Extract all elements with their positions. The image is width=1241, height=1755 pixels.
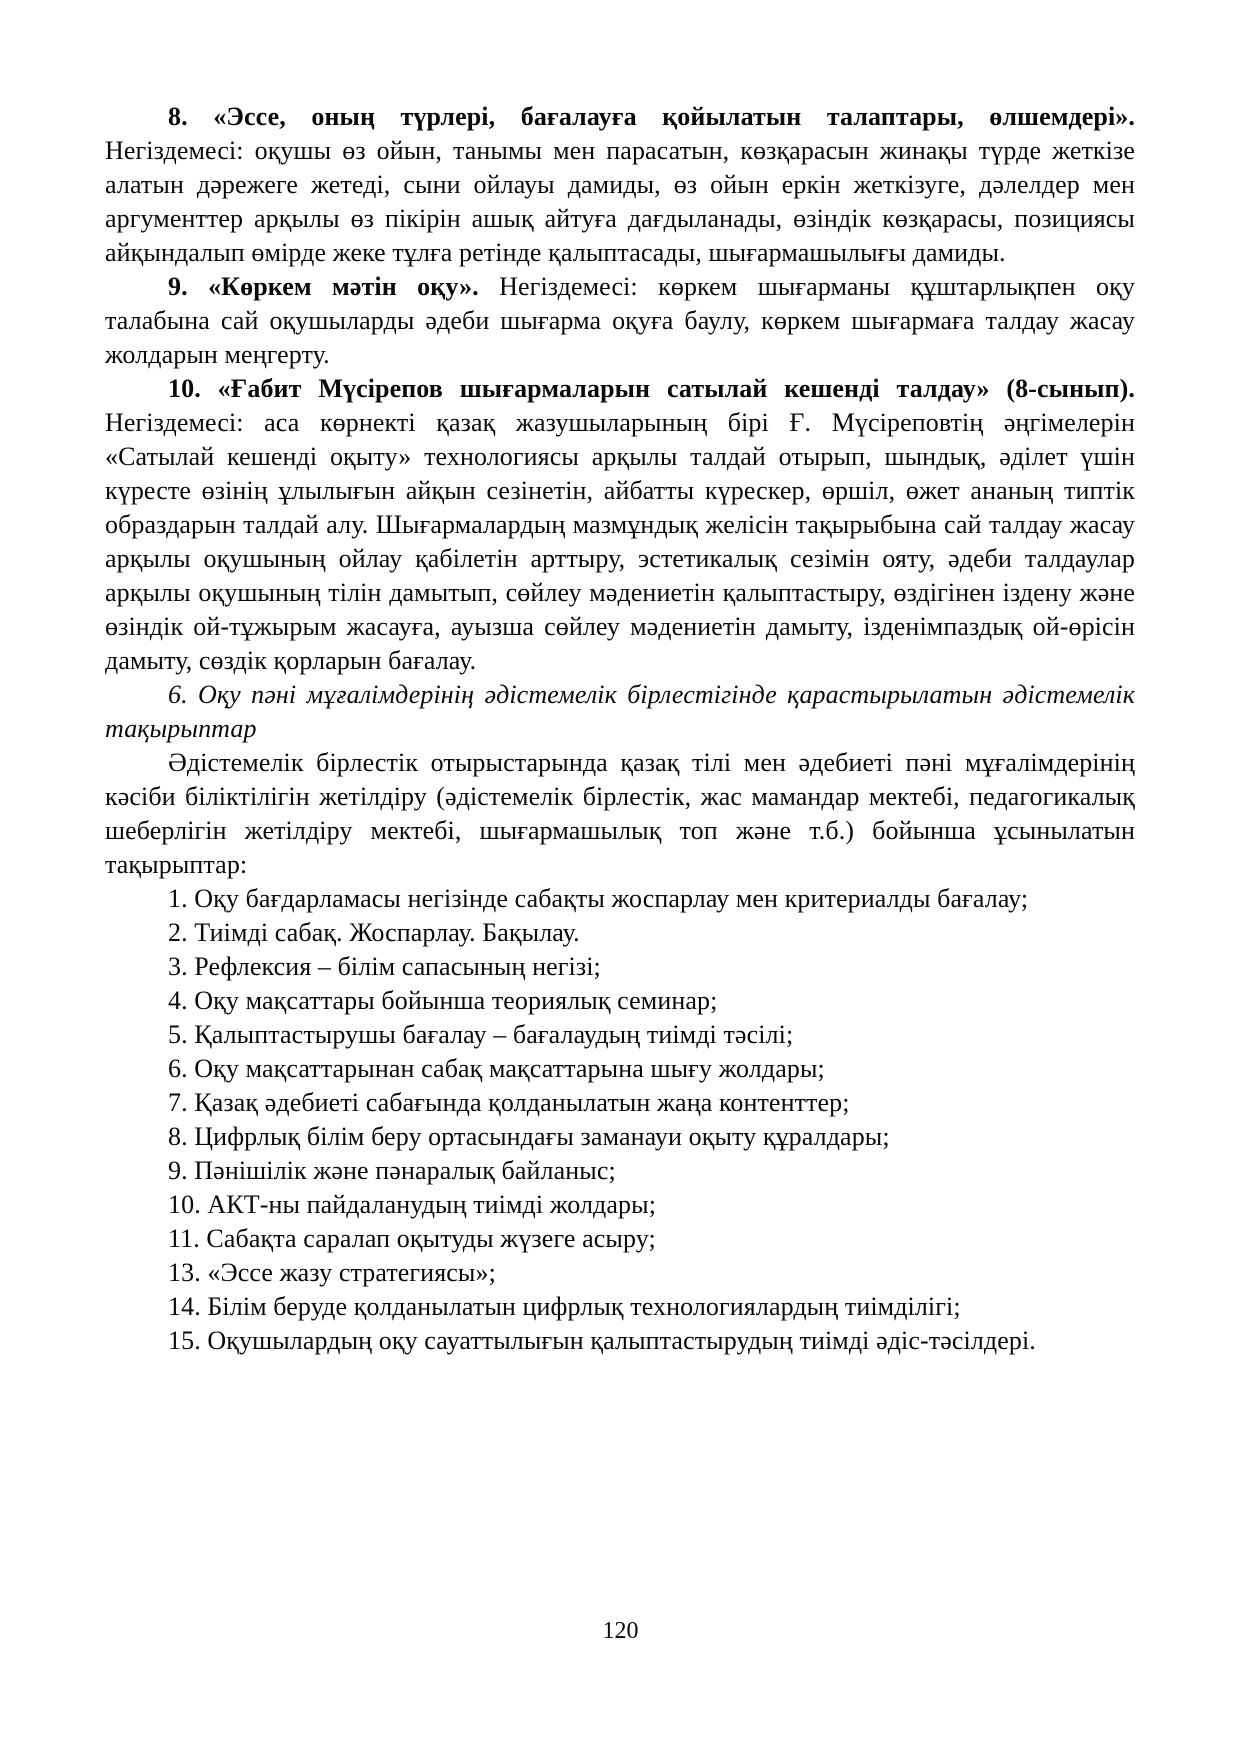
paragraph-essay-body: Негіздемесі: оқушы өз ойын, танымы мен парасатын, көзқарасын жинақы түрде жеткізе алатын дәрежеге жетеді, сыни ойлауы дамиды, өз ойын еркін жеткізуге, дәлелдер мен аргументтер арқылы өз пікірін ашық айтуға дағдыланады, өзіндік көзқарасы, позициясы айқындалып өмірде жеке тұлға ретінде қалыптасады, шығармашылығы дамиды. xyxy=(105,136,1135,267)
paragraph-reading xyxy=(105,270,1135,372)
topic-list-item: 3. Рефлексия – білім сапасының негізі; xyxy=(168,952,601,981)
topic-list-item: 11. Сабақта саралап оқытуды жүзеге асыру; xyxy=(168,1224,656,1253)
text-block xyxy=(105,100,1135,1358)
paragraph-musrepov xyxy=(105,372,1135,678)
topic-list-item: 5. Қалыптастырушы бағалау – бағалаудың тиімді тәсілі; xyxy=(168,1020,794,1049)
topic-list-item: 1. Оқу бағдарламасы негізінде сабақты жоспарлау мен критериалды бағалау; xyxy=(168,884,1029,913)
paragraph-essay-title: 8. «Эссе, оның түрлері, бағалауға қойылатын талаптары, өлшемдері». xyxy=(168,102,1135,131)
topic-list xyxy=(105,882,1135,1358)
topic-list-item: 14. Білім беруде қолданылатын цифрлық технологиялардың тиімділігі; xyxy=(168,1292,961,1321)
topic-list-item: 2. Тиімді сабақ. Жоспарлау. Бақылау. xyxy=(168,918,580,947)
section-heading-method: 6. Оқу пәні мұғалімдерінің әдістемелік бірлестігінде қарастырылатын әдістемелік тақырыптар xyxy=(105,680,1135,743)
paragraph-method-intro: Әдістемелік бірлестік отырыстарында қазақ тілі мен әдебиеті пәні мұғалімдерінің кәсіби біліктілігін жетілдіру (әдістемелік бірлестік, жас мамандар мектебі, педагогикалық шеберлігін жетілдіру мектебі, шығармашылық топ және т.б.) бойынша ұсынылатын тақырыптар: xyxy=(105,748,1135,879)
topic-list-item: 4. Оқу мақсаттары бойынша теориялық семинар; xyxy=(168,986,718,1015)
topic-list-item: 8. Цифрлық білім беру ортасындағы заманауи оқыту құралдары; xyxy=(168,1122,890,1151)
paragraph-reading-body: Негіздемесі: көркем шығарманы құштарлықпен оқу талабына сай оқушыларды әдеби шығарма оқуға баулу, көркем шығармаға талдау жасау жолдарын меңгерту. xyxy=(105,272,1135,369)
topic-list-item: 6. Оқу мақсаттарынан сабақ мақсаттарына шығу жолдары; xyxy=(168,1054,825,1083)
page-number: 120 xyxy=(602,1618,639,1644)
topic-list-item: 9. Пәнішілік және пәнаралық байланыс; xyxy=(168,1156,616,1185)
paragraph-essay xyxy=(105,100,1135,270)
paragraph-musrepov-body: Негіздемесі: аса көрнекті қазақ жазушыларының бірі Ғ. Мүсіреповтің әңгімелерін «Сатылай кешенді оқыту» технологиясы арқылы талдай отырып, шындық, әділет үшін күресте өзінің ұлылығын айқын сезінетін, айбатты күрескер, өршіл, өжет ананың типтік образдарын талдай алу. Шығармалардың мазмұндық желісін тақырыбына сай талдау жасау арқылы оқушының ойлау қабілетін арттыру, эстетикалық сезімін ояту, әдеби талдаулар арқылы оқушының тілін дамытып, сөйлеу мәдениетін қалыптастыру, өздігінен іздену және өзіндік ой-тұжырым жасауға, ауызша сөйлеу мәдениетін дамыту, ізденімпаздық ой-өрісін дамыту, сөздік қорларын бағалау. xyxy=(105,408,1135,675)
paragraph-reading-title: 9. «Көркем мәтін оқу». xyxy=(168,272,479,301)
paragraph-musrepov-title: 10. «Ғабит Мүсірепов шығармаларын сатылай кешенді талдау» (8-сынып). xyxy=(168,374,1135,403)
topic-list-item: 10. АКТ-ны пайдаланудың тиімді жолдары; xyxy=(168,1190,657,1219)
topic-list-item: 7. Қазақ әдебиеті сабағында қолданылатын жаңа контенттер; xyxy=(168,1088,850,1117)
topic-list-item: 15. Оқушылардың оқу сауаттылығын қалыптастырудың тиімді әдіс-тәсілдері. xyxy=(168,1326,1036,1355)
topic-list-item: 13. «Эссе жазу стратегиясы»; xyxy=(168,1258,496,1287)
